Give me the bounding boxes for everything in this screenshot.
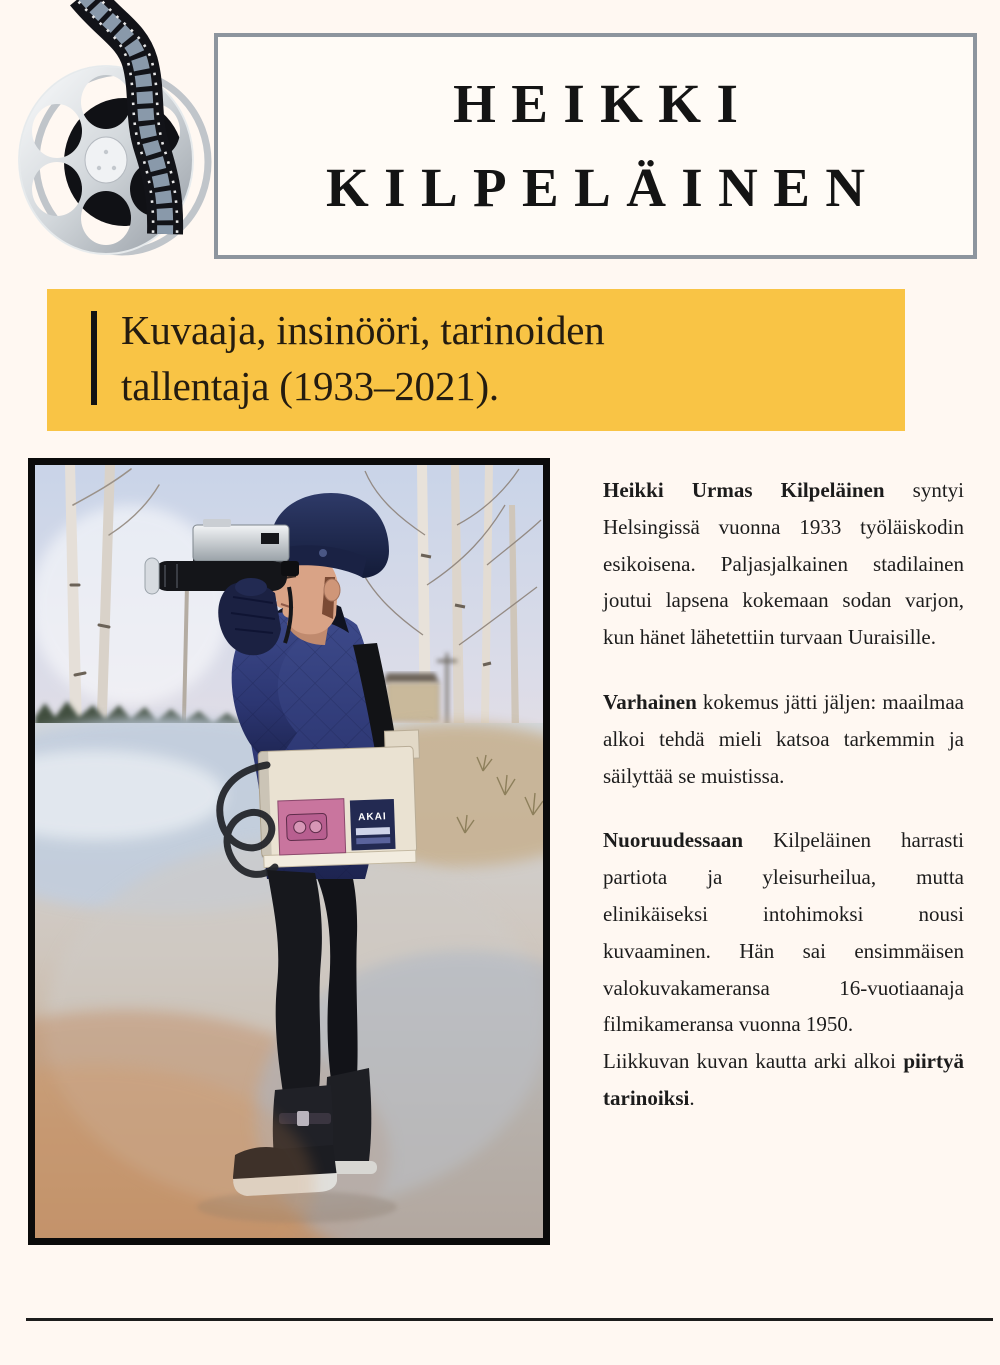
body-paragraph: Heikki Urmas Kilpeläinen syntyi Helsingissä vuonna 1933 työläiskodin esikoisena. Paljasjalkainen stadilainen joutui lapsena kokemaan sodan varjon, kun hänet lähetettiin turvaan Uuraisille. (603, 478, 964, 650)
subtitle-highlight (47, 289, 905, 431)
subtitle-text (121, 302, 605, 414)
subtitle-accent-bar (91, 311, 97, 405)
subtitle-line1: Kuvaaja, insinööri, tarinoiden (121, 307, 605, 353)
page-title-line2: KILPELÄINEN (325, 157, 881, 218)
portrait-photo (28, 458, 550, 1245)
body-text-column (603, 472, 964, 1117)
body-paragraph: Liikkuvan kuvan kautta arki alkoi piirtyä tarinoiksi. (603, 1049, 964, 1110)
body-paragraph: Nuoruudessaan Kilpeläinen harrasti partiota ja yleisurheilua, mutta elinikäiseksi intohimoksi nousi kuvaaminen. Hän sai ensimmäisen valokuvakameransa 16-vuotiaanaja filmikameransa vuonna 1950. (603, 828, 964, 1037)
bottom-divider (26, 1318, 993, 1321)
akai-recorder-box (258, 730, 424, 868)
subtitle-line2: tallentaja (1933–2021). (121, 363, 499, 409)
title-box (214, 33, 977, 259)
body-paragraph: Varhainen kokemus jätti jäljen: maailmaa alkoi tehdä mieli katsoa tarkemmin ja säilyttää se muistissa. (603, 689, 964, 788)
page-title (311, 62, 881, 230)
akai-label-text: AKAI (358, 811, 387, 824)
page-title-line1: HEIKKI (453, 73, 754, 134)
film-reel-icon (14, 0, 214, 268)
